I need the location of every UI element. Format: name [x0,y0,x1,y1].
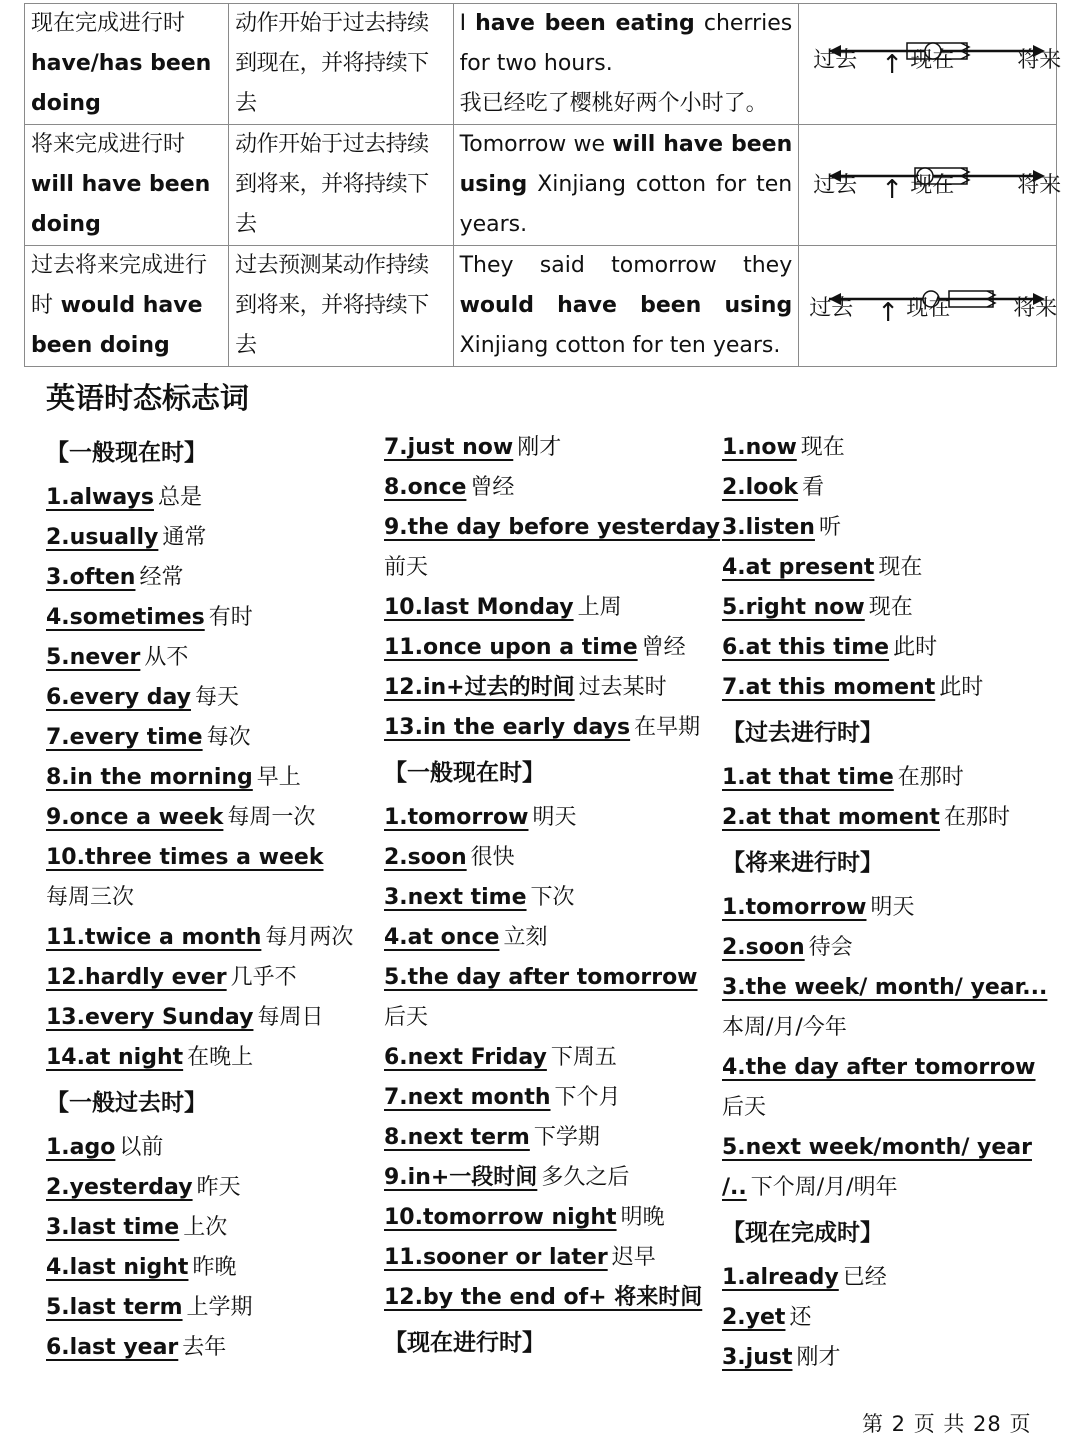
keyword-en: 9.in+一段时间 [384,1165,538,1190]
keyword-en: 9.once a week [46,805,224,830]
keyword-en: 12.hardly ever [46,965,227,990]
tense-example-cell [453,4,799,125]
keyword-zh: 现在 [800,435,845,460]
keyword-zh: 几乎不 [230,965,297,990]
keyword-item [46,1208,381,1248]
keyword-zh: 曾经 [470,475,515,500]
tense-row [25,125,1057,246]
keyword-zh: 待会 [808,935,853,960]
keyword-zh: 刚才 [517,435,562,460]
tense-name-cell [25,4,229,125]
keyword-zh: 明天 [870,895,915,920]
keyword-item [384,1038,714,1078]
section-heading: 英语时态标志词 [46,381,250,415]
keyword-item [384,428,714,468]
keyword-en: 4.the day after tomorrow [722,1055,1036,1080]
tense-example-cell [453,246,799,367]
keyword-item [722,1128,1042,1168]
page-number: 第 2 页 共 28 页 [862,1412,1032,1436]
keyword-zh: 很快 [470,845,515,870]
keyword-zh: 每周日 [257,1005,324,1030]
keyword-zh: 以前 [119,1135,164,1160]
keyword-item [46,958,381,998]
category-heading: 【一般现在时】 [46,440,207,466]
keyword-item [722,888,1042,928]
keyword-en: 6.every day [46,685,191,710]
keyword-en: 10.three times a week [46,845,324,870]
keyword-item [384,668,714,708]
tense-desc-cell [229,125,453,246]
keyword-en: 7.next month [384,1085,551,1110]
keyword-item [46,838,381,878]
keyword-column-1 [46,428,381,1368]
keyword-en: 10.tomorrow night [384,1205,617,1230]
keyword-zh: 现在 [868,595,913,620]
keyword-zh: 下个月 [554,1085,621,1110]
tense-desc-line: 过去预测某动作持续 [235,253,429,278]
keyword-item [384,798,714,838]
keyword-item [722,928,1042,968]
keyword-en: 10.last Monday [384,595,574,620]
keyword-item [46,638,381,678]
timeline-past-label: 过去 [813,48,858,73]
keyword-item [384,508,721,548]
keyword-en: 11.sooner or later [384,1245,608,1270]
keyword-item [722,758,1042,798]
tense-example-en [460,125,793,245]
timeline-cell [799,4,1062,125]
keyword-en: 12.in+过去的时间 [384,675,575,700]
keyword-column-3 [722,428,1048,1378]
keyword-item [722,668,1042,708]
keyword-zh: 上周 [577,595,622,620]
keyword-en: 1.ago [46,1135,116,1160]
keyword-item [722,1048,1042,1088]
keyword-en: 1.at that time [722,765,894,790]
keyword-zh: 现在 [878,555,923,580]
tense-desc-line: 到将来，并将持续下 [235,293,429,318]
keyword-zh: 此时 [893,635,938,660]
keyword-item [384,1238,714,1278]
keyword-zh: 每周一次 [227,805,316,830]
category-heading: 【现在完成时】 [722,1220,883,1246]
keyword-item [722,1258,1042,1298]
keyword-item [384,958,714,998]
keyword-en: 5.never [46,645,141,670]
keyword-item [384,1118,714,1158]
keyword-zh: 立刻 [503,925,548,950]
keyword-item [46,758,381,798]
keyword-en: 4.at present [722,555,875,580]
keyword-item [384,1198,714,1238]
keyword-en: 14.at night [46,1045,184,1070]
keyword-en: 5.last term [46,1295,183,1320]
keyword-en: 11.twice a month [46,925,262,950]
keyword-item [384,1278,714,1318]
keyword-item [46,598,381,638]
keyword-item [384,628,714,668]
example-verb: have been eating [475,11,695,36]
keyword-en: 7.at this moment [722,675,936,700]
keyword-item [46,678,381,718]
keyword-en: 7.just now [384,435,514,460]
keyword-item [384,708,714,748]
timeline-past-label: 过去 [813,173,858,198]
tense-desc-cell [229,246,453,367]
keyword-zh: 下周五 [550,1045,617,1070]
keyword-zh: 在那时 [943,805,1010,830]
keyword-item [384,918,714,958]
example-text: They said tomorrow they [459,253,793,278]
keyword-zh: 经常 [139,565,184,590]
keyword-zh: 从不 [144,645,189,670]
keyword-en: 4.last night [46,1255,189,1280]
timeline-cell [799,246,1057,367]
keyword-en: 9.the day before yesterday [384,515,721,540]
tense-example-cell [453,125,799,246]
keyword-zh: 昨晚 [192,1255,237,1280]
keyword-en: 3.next time [384,885,527,910]
keyword-item [384,1078,714,1118]
keyword-en: 1.tomorrow [384,805,529,830]
keyword-en: 2.usually [46,525,159,550]
tense-name-en: have/has been [31,51,212,76]
category-heading: 【一般现在时】 [384,760,545,786]
keyword-en: 5.right now [722,595,865,620]
timeline-now-label: 现在 [910,173,955,198]
keyword-en: 5.next week/month/ year [722,1135,1032,1160]
tense-name-en: will have been [31,172,211,197]
keyword-en: 2.look [722,475,799,500]
keyword-item [46,518,381,558]
keyword-en: 8.once [384,475,467,500]
timeline-now-label: 现在 [910,48,955,73]
keyword-zh: 下学期 [533,1125,600,1150]
keyword-item [46,1128,381,1168]
tense-example-zh: 我已经吃了樱桃好两个小时了。 [459,91,768,116]
keyword-column-2 [384,428,721,1368]
keyword-item [722,468,1042,508]
keyword-zh: 看 [802,475,825,500]
tense-example-en [460,4,793,84]
keyword-zh: 每天 [194,685,239,710]
keyword-en: 1.always [46,485,154,510]
up-arrow-icon: ↑ [881,50,904,80]
keyword-zh: 此时 [939,675,984,700]
timeline-future-label: 将来 [1017,48,1062,73]
keyword-zh: 总是 [157,485,202,510]
keyword-item [46,798,381,838]
tense-example-en [460,246,793,366]
tense-desc-line: 动作开始于过去持续 [235,11,429,36]
keyword-item [722,968,1048,1008]
keyword-zh: 上次 [183,1215,228,1240]
tense-desc-line: 去 [235,333,257,358]
category-heading: 【过去进行时】 [722,720,883,746]
category-heading: 【将来进行时】 [722,850,883,876]
keyword-en: 1.now [722,435,797,460]
keyword-zh: 曾经 [641,635,686,660]
example-text: Tomorrow we [459,132,613,157]
keyword-zh: 去年 [182,1335,227,1360]
tense-table [24,3,1062,367]
keyword-item [384,1158,714,1198]
keyword-meaning-line: 本周/月/今年 [722,1015,847,1040]
tense-row [25,4,1057,125]
keyword-zh: 下个周/月/明年 [750,1175,898,1200]
tense-name-suffix: 时 [31,293,54,318]
keyword-meaning-line: 后天 [722,1095,767,1120]
example-text: Xinjiang cotton for ten years. [459,172,793,237]
keyword-item [46,718,381,758]
timeline-now-label: 现在 [906,296,951,321]
tense-desc-line: 到现在，并将持续下 [235,51,429,76]
tense-name-en-2: been doing [31,333,170,358]
keyword-zh: 迟早 [611,1245,656,1270]
up-arrow-icon: ↑ [877,298,900,328]
keyword-item [384,878,714,918]
keyword-zh: 过去某时 [578,675,667,700]
tense-name-en-2: doing [31,212,101,237]
keyword-en: 1.tomorrow [722,895,867,920]
timeline-future-label: 将来 [1013,296,1058,321]
keyword-item [722,1168,1042,1208]
keyword-zh: 上学期 [186,1295,253,1320]
keyword-en: 4.sometimes [46,605,205,630]
keyword-zh: 在那时 [897,765,964,790]
tense-name-cell [25,246,229,367]
keyword-en: 6.next Friday [384,1045,547,1070]
keyword-zh: 明天 [532,805,577,830]
keyword-item [722,1338,1042,1378]
keyword-item [384,468,714,508]
keyword-en: 3.often [46,565,136,590]
keyword-zh: 早上 [256,765,301,790]
keyword-en: 6.at this time [722,635,890,660]
keyword-zh: 听 [818,515,841,540]
keyword-zh: 有时 [208,605,253,630]
keyword-en: 3.the week/ month/ year... [722,975,1048,1000]
example-text: Xinjiang cotton for ten years. [459,333,781,358]
keyword-item [722,508,1042,548]
keyword-en: 2.at that moment [722,805,940,830]
keyword-en: 13.every Sunday [46,1005,254,1030]
keyword-item [46,478,381,518]
keyword-en: 3.listen [722,515,815,540]
keyword-zh: 在晚上 [187,1045,254,1070]
tense-desc-cell [229,4,453,125]
tense-desc-line: 去 [235,212,257,237]
keyword-item [46,918,381,958]
keyword-meaning-line: 后天 [384,1005,429,1030]
keyword-item [46,1038,381,1078]
keyword-en: 1.already [722,1265,839,1290]
tense-name-cell [25,125,229,246]
keyword-en: 8.next term [384,1125,530,1150]
keyword-meaning-line: 每周三次 [46,885,135,910]
keyword-en: 4.at once [384,925,500,950]
keyword-en: 2.yesterday [46,1175,193,1200]
keyword-item [384,588,714,628]
keyword-item [722,548,1042,588]
keyword-zh: 还 [789,1305,812,1330]
up-arrow-icon: ↑ [881,175,904,205]
timeline-future-label: 将来 [1017,173,1062,198]
example-text: I [459,11,476,36]
keyword-en: 6.last year [46,1335,179,1360]
keyword-zh: 在早期 [634,715,701,740]
keyword-item [722,1298,1042,1338]
tense-desc-line: 动作开始于过去持续 [235,132,429,157]
keyword-item [722,798,1042,838]
keyword-en: 12.by the end of+ 将来时间 [384,1285,703,1310]
keyword-en: 7.every time [46,725,203,750]
keyword-en: 8.in the morning [46,765,253,790]
keyword-zh: 通常 [162,525,207,550]
tense-desc-line: 去 [235,91,257,116]
keyword-item [384,838,714,878]
keyword-item [722,428,1042,468]
keyword-zh: 每次 [206,725,251,750]
keyword-item [722,588,1042,628]
category-heading: 【一般过去时】 [46,1090,207,1116]
keyword-item [46,558,381,598]
keyword-zh: 多久之后 [541,1165,630,1190]
keyword-zh: 昨天 [196,1175,241,1200]
example-verb: would have been using [459,293,793,318]
example-verb: will have been using [459,132,793,197]
keyword-item [46,1248,381,1288]
example-text: cherries for two hours. [459,11,793,76]
keyword-zh: 已经 [842,1265,887,1290]
keyword-item [46,1168,381,1208]
keyword-en: 11.once upon a time [384,635,638,660]
keyword-en: 3.just [722,1345,793,1370]
keyword-en: 2.soon [722,935,805,960]
tense-name-zh: 现在完成进行时 [31,11,186,36]
tense-desc-line: 到将来，并将持续下 [235,172,429,197]
keyword-en: 3.last time [46,1215,180,1240]
keyword-item [722,628,1042,668]
keyword-zh: 刚才 [796,1345,841,1370]
keyword-en: 2.soon [384,845,467,870]
keyword-item [46,1328,381,1368]
tense-row [25,246,1057,367]
tense-name-en-2: doing [31,91,101,116]
keyword-zh: 每月两次 [265,925,354,950]
keyword-zh: 明晚 [620,1205,665,1230]
timeline-cell [799,125,1062,246]
keyword-item [46,998,381,1038]
keyword-meaning-line: 前天 [384,555,429,580]
timeline-past-label: 过去 [809,296,854,321]
tense-name-en-bold: would have [53,293,203,318]
keyword-en: 2.yet [722,1305,786,1330]
keyword-en: 13.in the early days [384,715,631,740]
keyword-item [46,1288,381,1328]
keyword-en: /.. [722,1175,747,1200]
keyword-en: 5.the day after tomorrow [384,965,698,990]
tense-name-en [31,286,222,326]
tense-name-zh: 将来完成进行时 [31,132,186,157]
keyword-zh: 下次 [530,885,575,910]
tense-name-zh: 过去将来完成进行 [31,253,208,278]
category-heading: 【现在进行时】 [384,1330,545,1356]
